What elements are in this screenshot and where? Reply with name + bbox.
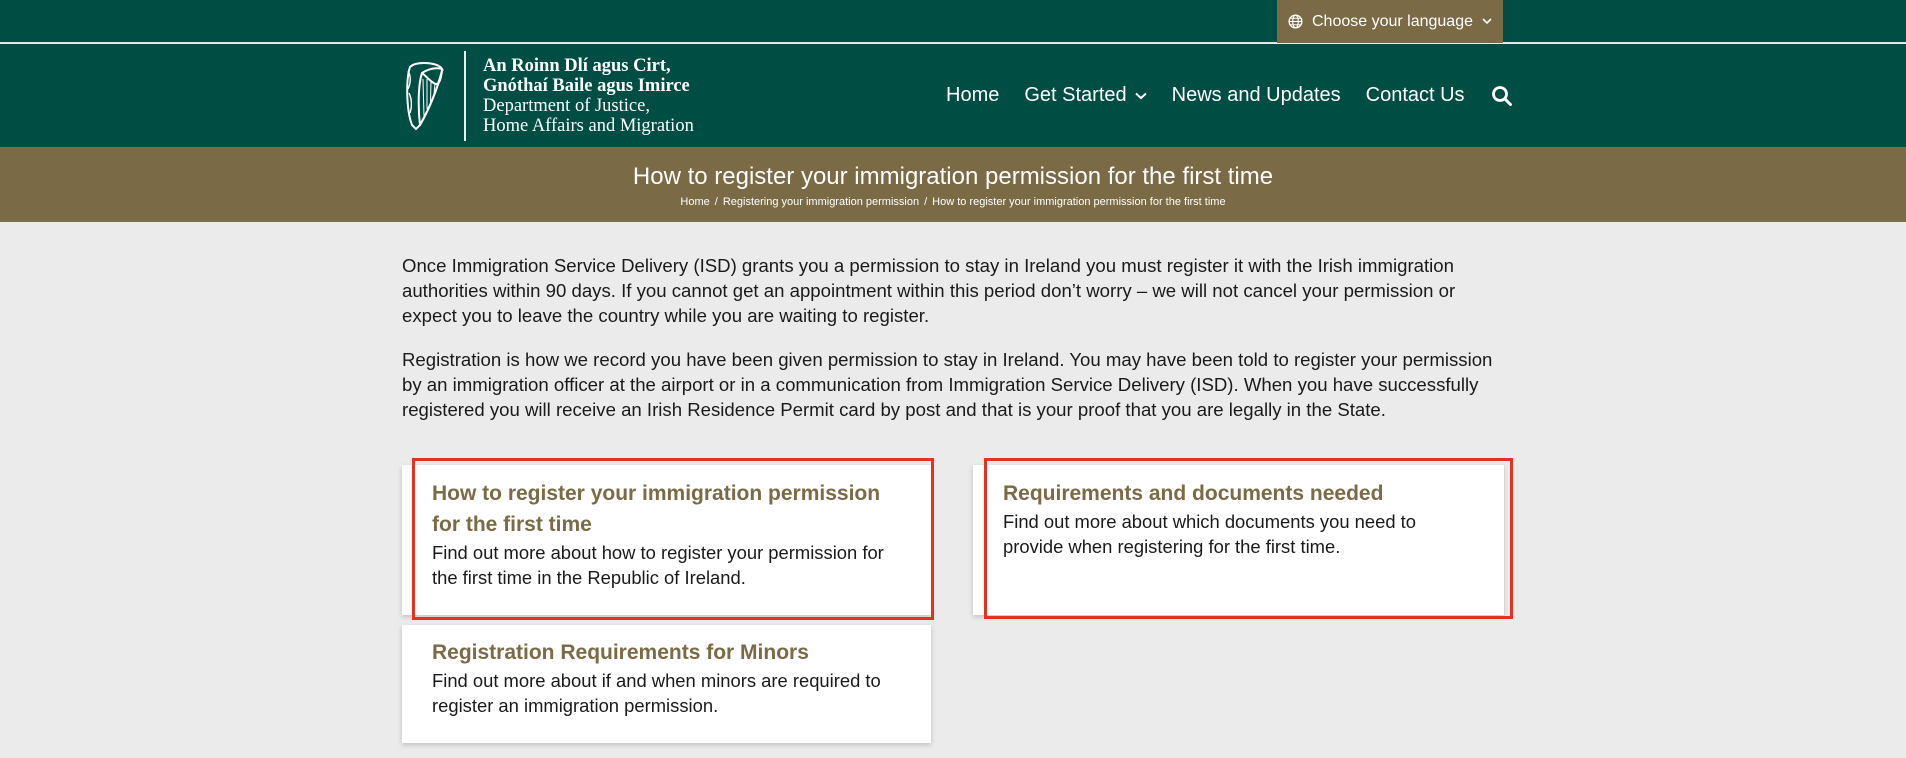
- top-bar: [0, 0, 1906, 43]
- nav-get-started-label: Get Started: [1024, 84, 1127, 106]
- search-icon[interactable]: [1491, 85, 1513, 107]
- logo-line-4: Home Affairs and Migration: [483, 116, 694, 136]
- breadcrumb-current: How to register your immigration permission for the first time: [932, 196, 1226, 208]
- nav-news-and-updates[interactable]: News and Updates: [1171, 84, 1341, 106]
- card-requirements-documents[interactable]: [973, 465, 1504, 615]
- card-first-time-registration[interactable]: [402, 465, 931, 615]
- nav-home[interactable]: Home: [946, 84, 1000, 106]
- chevron-down-icon: [1482, 18, 1492, 25]
- nav-contact-us[interactable]: Contact Us: [1365, 84, 1465, 106]
- logo-text: [483, 56, 694, 136]
- card-minors-requirements[interactable]: [402, 625, 931, 743]
- harp-icon: [402, 59, 448, 133]
- page-banner: [0, 147, 1906, 222]
- site-header: [0, 44, 1906, 147]
- logo-line-2: Gnóthaí Baile agus Imirce: [483, 76, 690, 96]
- globe-icon: [1288, 14, 1303, 29]
- breadcrumb-registering[interactable]: Registering your immigration permission: [722, 196, 920, 208]
- department-logo[interactable]: [402, 50, 694, 142]
- card-title[interactable]: How to register your immigration permission for the first time: [432, 482, 881, 536]
- logo-line-1: An Roinn Dlí agus Cirt,: [483, 56, 671, 76]
- breadcrumb-home[interactable]: Home: [680, 196, 710, 208]
- breadcrumb-separator: /: [924, 196, 928, 208]
- card-description: Find out more about which documents you need to provide when registering for the first time.: [1003, 511, 1417, 557]
- card-title[interactable]: Requirements and documents needed: [1003, 482, 1384, 505]
- card-title[interactable]: Registration Requirements for Minors: [432, 641, 809, 664]
- logo-line-3: Department of Justice,: [483, 96, 650, 116]
- card-description: Find out more about if and when minors are required to register an immigration permission.: [432, 670, 881, 716]
- intro-paragraph-2: Registration is how we record you have been given permission to stay in Ireland. You may have been told to register your permission by an immigration officer at the airport or in a communication from Immigration Service Delivery (ISD). When you have successfully registered you will receive an Irish Residence Permit card by post and that is your proof that you are legally in the State.: [402, 349, 1493, 420]
- main-nav: [946, 84, 1513, 107]
- intro-paragraph-1: Once Immigration Service Delivery (ISD) grants you a permission to stay in Ireland you must register it with the Irish immigration authorities within 90 days. If you cannot get an appointment within this period don’t worry – we will not cancel your permission or expect you to leave the country while you are waiting to register.: [402, 255, 1456, 326]
- language-selector-button[interactable]: [1277, 0, 1503, 43]
- breadcrumb-separator: /: [714, 196, 718, 208]
- nav-get-started[interactable]: [1024, 84, 1146, 107]
- language-selector-label: Choose your language: [1311, 12, 1473, 30]
- logo-divider: [464, 51, 466, 141]
- breadcrumb: [0, 196, 1906, 208]
- page-title: How to register your immigration permission for the first time: [632, 163, 1274, 190]
- card-description: Find out more about how to register your permission for the first time in the Republic of Ireland.: [432, 542, 884, 588]
- chevron-down-icon: [1135, 92, 1147, 100]
